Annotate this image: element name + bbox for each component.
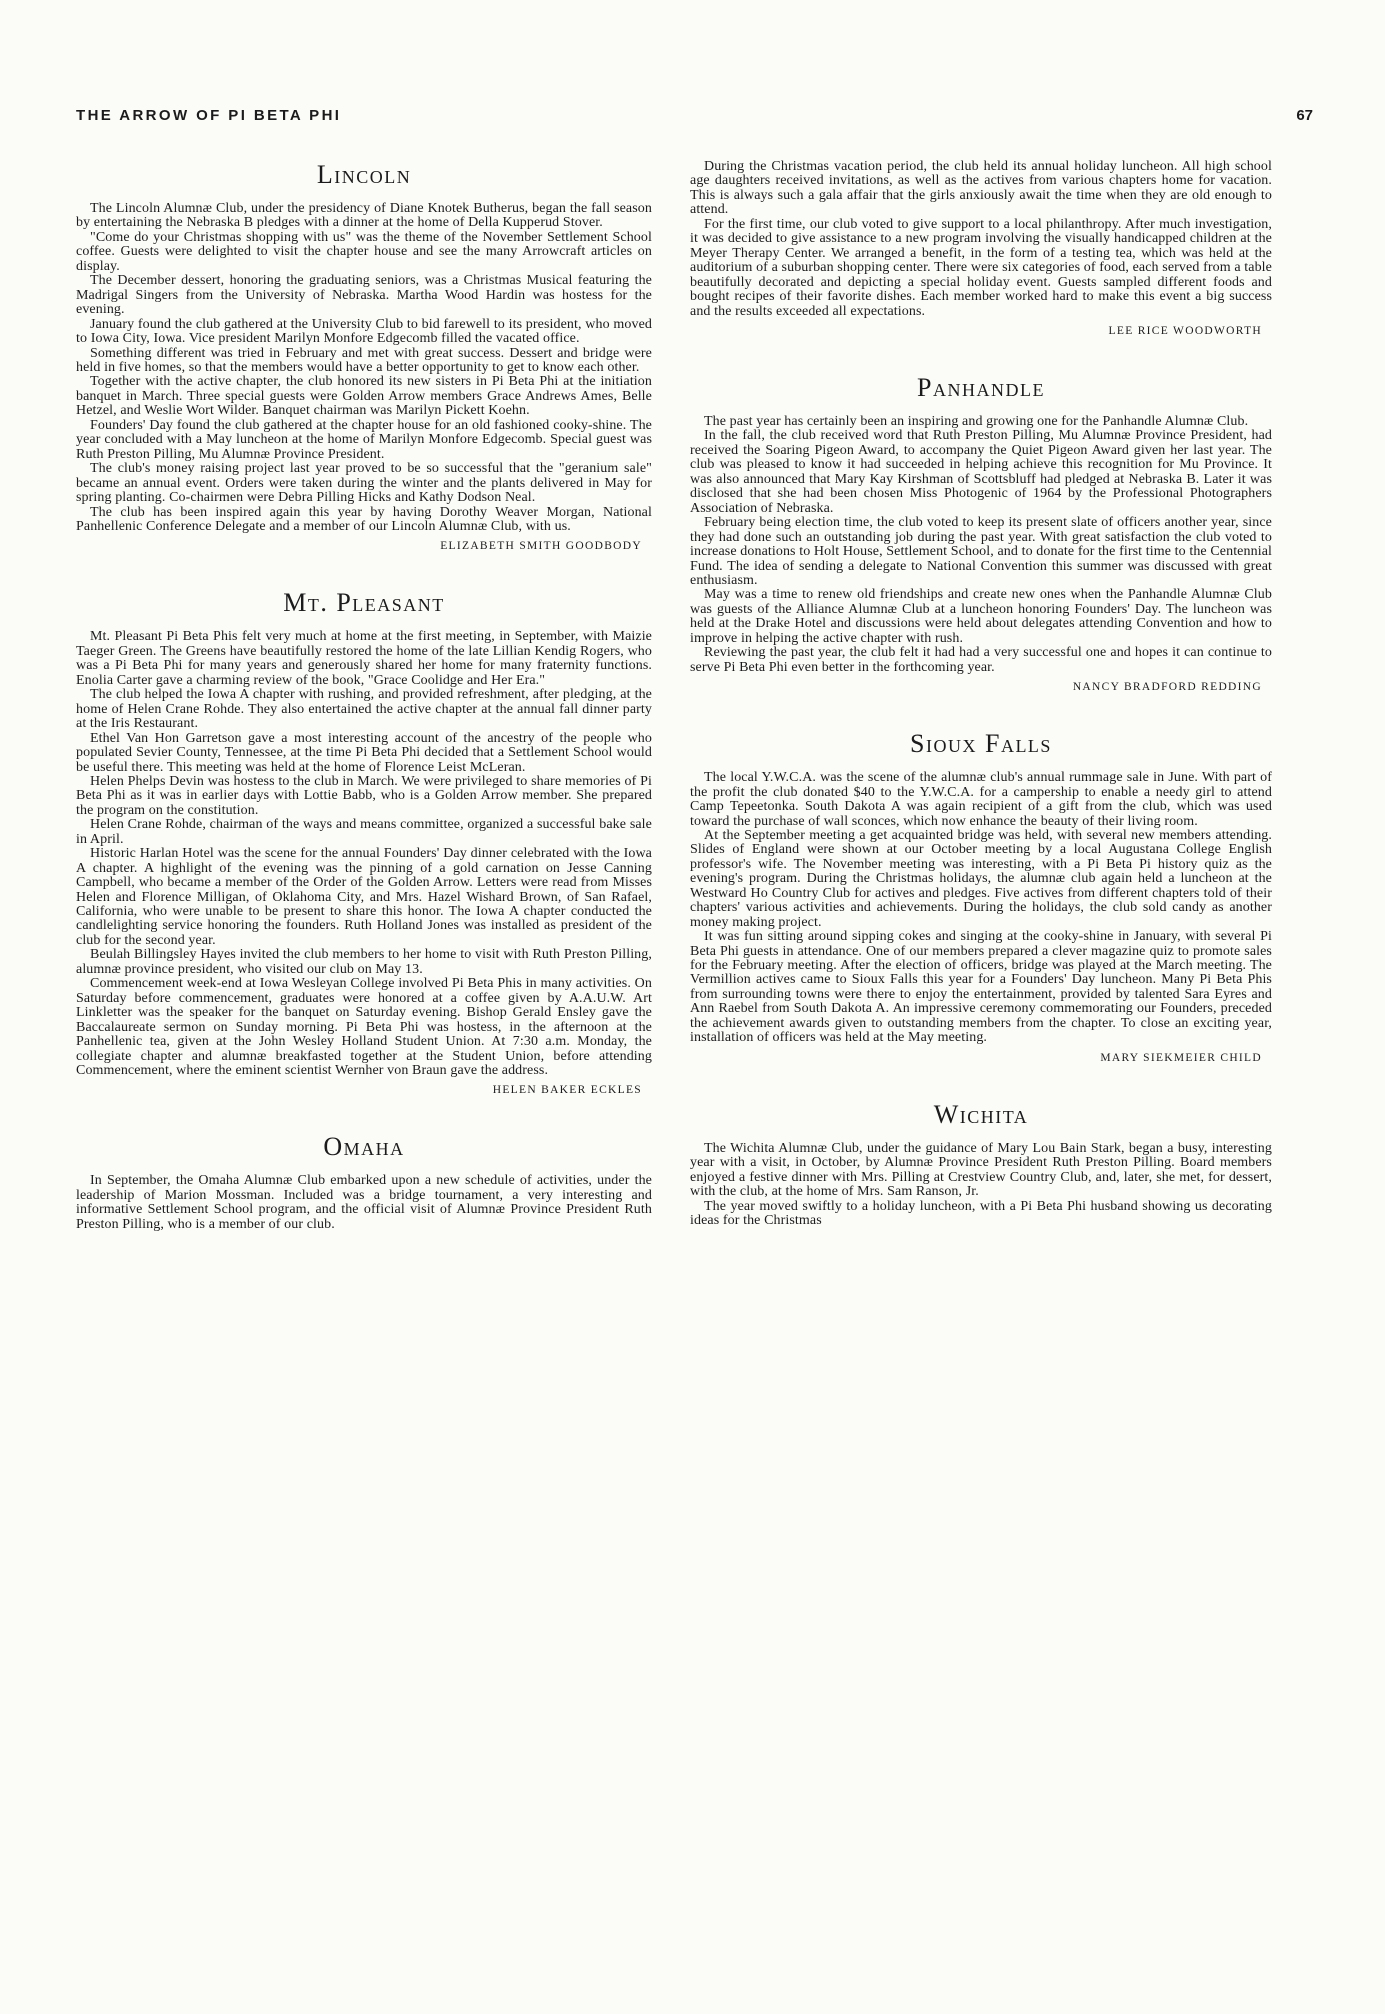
paragraph: The local Y.W.C.A. was the scene of the alumnæ club's annual rummage sale in June. With part of the profit the club donated $40 to the Y.W.C.A. for a campership to enable a needy girl to attend Camp Tepeetonka. South Dakota A was again recipient of a gift from the club, which was used toward the purchase of wall sconces, which now enhance the beauty of their living room. xyxy=(690,770,1272,829)
wichita-section xyxy=(690,1100,1272,1229)
paragraph: During the Christmas vacation period, the club held its annual holiday luncheon. All high school age daughters received invitations, as well as the actives from various chapters home for vacation. This is always such a gala affair that the girls anxiously await the time when they are old enough to attend. xyxy=(690,159,1272,218)
running-title: THE ARROW OF PI BETA PHI xyxy=(76,107,342,124)
paragraph: Historic Harlan Hotel was the scene for the annual Founders' Day dinner celebrated with the Iowa A chapter. A highlight of the evening was the pinning of a gold carnation on Jesse Canning Campbell, who became a member of the Order of the Golden Arrow. Letters were read from Misses Helen and Florence Milligan, of Oklahoma City, and Mrs. Hazel Wishard Brown, of San Rafael, California, who were unable to be present to share this honor. The Iowa A chapter conducted the candlelighting service honoring the founders. Ruth Holland Jones was installed as president of the club for the second year. xyxy=(76,846,652,948)
paragraph: In September, the Omaha Alumnæ Club embarked upon a new schedule of activities, under the leadership of Marion Mossman. Included was a bridge tournament, a very interesting and informative Settlement School program, and the official visit of Alumnæ Province President Ruth Preston Pilling, who is a member of our club. xyxy=(76,1173,652,1232)
section-spacer xyxy=(690,337,1272,373)
paragraph: In the fall, the club received word that Ruth Preston Pilling, Mu Alumnæ Province President, had received the Soaring Pigeon Award, to accompany the Quiet Pigeon Award given her last year. The club was pleased to know it had succeeded in helping achieve this recognition for Mu Province. It was also announced that Mary Kay Kirshman of Scottsbluff had pledged at Nebraska B. Later it was disclosed that she had been chosen Miss Photogenic of 1964 by the Professional Photographers Association of Nebraska. xyxy=(690,428,1272,516)
paragraph: At the September meeting a get acquainted bridge was held, with several new members attending. Slides of England were shown at our October meeting by a local Augustana College English professor's wife. The November meeting was interesting, with a Pi Beta Pi history quiz as the evening's program. During the Christmas holidays, the alumnæ club again held a luncheon at the Westward Ho Country Club for actives and pledges. Five actives from different chapters told of their chapters' various activities and achievements. During the holidays, the club sold candy as another money making project. xyxy=(690,827,1272,930)
section-title-sioux-falls: Sioux Falls xyxy=(910,729,1052,759)
panhandle-section xyxy=(690,373,1272,693)
author-signature: HELEN BAKER ECKLES xyxy=(492,1084,642,1097)
left-column xyxy=(76,160,652,1232)
sioux-falls-section xyxy=(690,729,1272,1064)
section-title-panhandle: Panhandle xyxy=(917,372,1045,402)
paragraph: Founders' Day found the club gathered at the chapter house for an old fashioned cooky-shine. The year concluded with a May luncheon at the home of Marilyn Monfore Edgecomb. Special guest was Ruth Preston Pilling, Mu Alumnæ Province President. xyxy=(76,417,652,462)
paragraph: Commencement week-end at Iowa Wesleyan College involved Pi Beta Phis in many activities. On Saturday before commencement, graduates were honored at a coffee given by A.A.U.W. Art Linkletter was the speaker for the banquet on Saturday evening. Bishop Gerald Ensley gave the Baccalaureate sermon on Sunday morning. Pi Beta Phi was hostess, in the afternoon at the Panhellenic tea, given at the John Wesley Holland Student Union. At 7:30 a.m. Monday, the collegiate chapter and alumnæ breakfasted together at the Student Union, before attending Commencement, where the eminent scientist Wernher von Braun gave the address. xyxy=(76,976,652,1079)
section-spacer xyxy=(690,1064,1272,1100)
section-title-wichita: Wichita xyxy=(933,1099,1029,1129)
paragraph: Beulah Billingsley Hayes invited the club members to her home to visit with Ruth Preston Pilling, alumnæ province president, who visited our club on May 13. xyxy=(76,947,652,977)
paragraph: Ethel Van Hon Garretson gave a most interesting account of the ancestry of the people who populated Sevier County, Tennessee, at the time Pi Beta Phi decided that a Settlement School would be useful there. This meeting was held at the home of Florence Leist McLeran. xyxy=(76,730,652,775)
omaha-continued-section xyxy=(690,160,1272,337)
paragraph: "Come do your Christmas shopping with us" was the theme of the November Settlement School coffee. Guests were delighted to visit the chapter house and see the many Arrowcraft articles on display. xyxy=(76,229,652,274)
paragraph: For the first time, our club voted to give support to a local philanthropy. After much investigation, it was decided to give assistance to a new program involving the visually handicapped children at the Meyer Therapy Center. We arranged a benefit, in the form of a testing tea, which was held at the auditorium of a suburban shopping center. There were six categories of food, each served from a table beautifully decorated and depicting a special holiday event. Guests sampled different foods and bought recipes of their favorite dishes. Each member worked hard to make this event a big success and the results exceeded all expectations. xyxy=(690,216,1272,319)
section-title-mt-pleasant: Mt. Pleasant xyxy=(283,588,445,618)
paragraph: The December dessert, honoring the graduating seniors, was a Christmas Musical featuring the Madrigal Singers from the University of Nebraska. Martha Wood Hardin was hostess for the evening. xyxy=(76,273,652,318)
omaha-section xyxy=(76,1132,652,1232)
paragraph: Reviewing the past year, the club felt it had had a very successful one and hopes it can continue to serve Pi Beta Phi even better in the forthcoming year. xyxy=(690,645,1272,675)
page-number: 67 xyxy=(1296,107,1313,124)
paragraph: The club helped the Iowa A chapter with rushing, and provided refreshment, after pledging, at the home of Helen Crane Rohde. They also entertained the active chapter at the annual fall dinner party at the Iris Restaurant. xyxy=(76,687,652,732)
paragraph: January found the club gathered at the University Club to bid farewell to its president, who moved to Iowa City, Iowa. Vice president Marilyn Monfore Edgecomb filled the vacated office. xyxy=(76,316,652,347)
section-spacer xyxy=(690,693,1272,729)
paragraph: Something different was tried in February and met with great success. Dessert and bridge were held in five homes, so that the members would have a better opportunity to get to know each other. xyxy=(76,345,652,375)
section-title-lincoln: Lincoln xyxy=(316,160,412,189)
section-title-omaha: Omaha xyxy=(323,1132,405,1162)
paragraph: May was a time to renew old friendships and create new ones when the Panhandle Alumnæ Club was guests of the Alliance Alumnæ Club at a luncheon honoring Founders' Day. The luncheon was held at the Drake Hotel and discussions were held about delegates attending Convention and how to improve in helping the active chapter with rush. xyxy=(690,587,1272,646)
paragraph: The Lincoln Alumnæ Club, under the presidency of Diane Knotek Butherus, began the fall season by entertaining the Nebraska B pledges with a dinner at the home of Della Kupperud Stover. xyxy=(76,201,652,231)
paragraph: Helen Phelps Devin was hostess to the club in March. We were privileged to share memories of Pi Beta Phi as it was in earlier days with Lottie Babb, who is a Golden Arrow member. She prepared the program on the constitution. xyxy=(76,773,652,818)
right-column xyxy=(690,160,1272,1228)
paragraph: February being election time, the club voted to keep its present slate of officers another year, since they had done such an outstanding job during the past year. With great satisfaction the club voted to increase donations to Holt House, Settlement School, and to donate for the first time to the Centennial Fund. The idea of sending a delegate to National Convention this summer was discussed with great enthusiasm. xyxy=(690,515,1272,588)
paragraph: The club has been inspired again this year by having Dorothy Weaver Morgan, National Panhellenic Conference Delegate and a member of our Lincoln Alumnæ Club, with us. xyxy=(76,504,652,534)
lincoln-section xyxy=(76,160,652,552)
running-head xyxy=(76,107,1313,124)
paragraph: The year moved swiftly to a holiday luncheon, with a Pi Beta Phi husband showing us decorating ideas for the Christmas xyxy=(690,1198,1272,1229)
mt-pleasant-section xyxy=(76,588,652,1096)
paragraph: Together with the active chapter, the club honored its new sisters in Pi Beta Phi at the initiation banquet in March. Three special guests were Golden Arrow members Grace Andrews Ames, Belle Hetzel, and Weslie Wort Wilder. Banquet chairman was Marilyn Pickett Koehn. xyxy=(76,374,652,419)
section-spacer xyxy=(76,552,652,588)
author-signature: MARY SIEKMEIER CHILD xyxy=(1100,1051,1262,1064)
paragraph: Helen Crane Rohde, chairman of the ways and means committee, organized a successful bake sale in April. xyxy=(76,817,652,847)
paragraph: The club's money raising project last year proved to be so successful that the "geranium sale" became an annual event. Orders were taken during the winter and the plants delivered in May for spring planting. Co-chairmen were Debra Pilling Hicks and Kathy Dodson Neal. xyxy=(76,461,652,506)
paragraph: Mt. Pleasant Pi Beta Phis felt very much at home at the first meeting, in September, with Maizie Taeger Green. The Greens have beautifully restored the home of the late Lillian Kendig Rogers, who was a Pi Beta Phi for many years and generously shared her home for many fraternity functions. Enolia Carter gave a charming review of the book, "Grace Coolidge and Her Era." xyxy=(76,629,652,688)
paragraph: The past year has certainly been an inspiring and growing one for the Panhandle Alumnæ Club. xyxy=(704,413,1249,429)
author-signature: LEE RICE WOODWORTH xyxy=(1108,324,1262,337)
author-signature: ELIZABETH SMITH GOODBODY xyxy=(440,540,642,553)
section-spacer xyxy=(76,1096,652,1132)
paragraph: The Wichita Alumnæ Club, under the guidance of Mary Lou Bain Stark, began a busy, interesting year with a visit, in October, by Alumnæ Province President Ruth Preston Pilling. Board members enjoyed a festive dinner with Mrs. Pilling at Crestview Country Club, and, later, she met, for dessert, with the club, at the home of Mrs. Sam Ranson, Jr. xyxy=(690,1140,1272,1200)
paragraph: It was fun sitting around sipping cokes and singing at the cooky-shine in January, with several Pi Beta Phi guests in attendance. One of our members prepared a clever magazine quiz to promote sales for the February meeting. After the election of officers, bridge was played at the March meeting. The Vermillion actives came to Sioux Falls this year for a Founders' Day luncheon. Many Pi Beta Phis from surrounding towns were there to enjoy the entertainment, provided by talented Sara Eyres and Ann Raebel from South Dakota A. An impressive ceremony commemorating our Founders, preceded the achievement awards given to outstanding members from the chapter. To close an exciting year, installation of officers was held at the May meeting. xyxy=(690,929,1272,1046)
author-signature: NANCY BRADFORD REDDING xyxy=(1072,681,1262,694)
